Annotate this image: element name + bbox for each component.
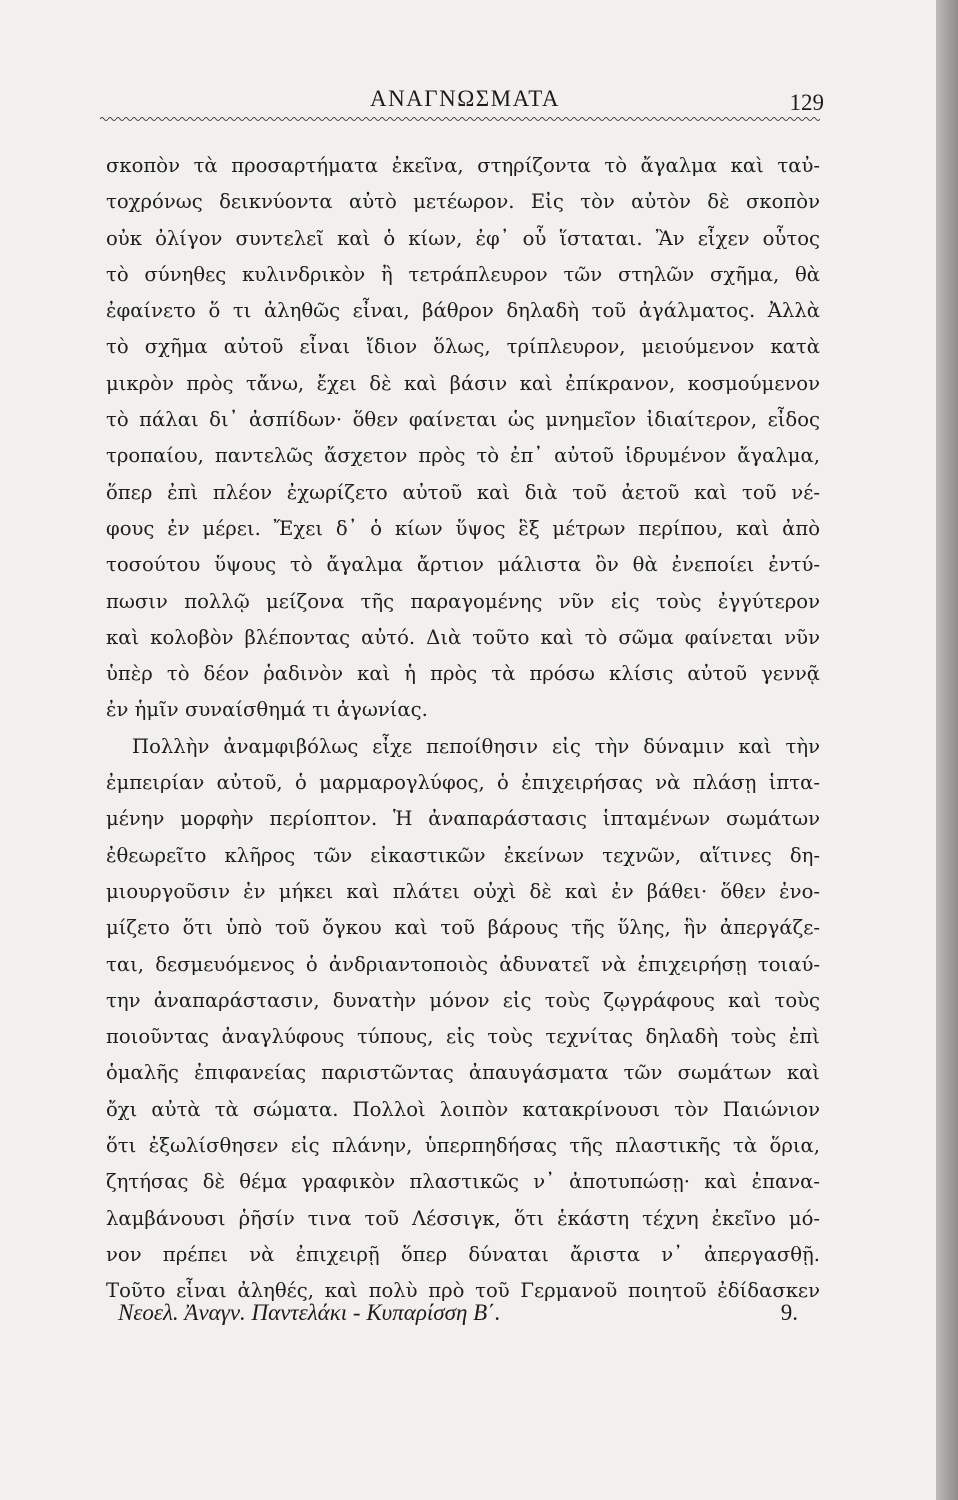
text-line: καὶ κολοβὸν βλέποντας αὐτό. Διὰ τοῦτο καὶ τὸ σῶμα φαίνεται νῦν: [106, 625, 820, 649]
text-line: ἐμπειρίαν αὐτοῦ, ὁ μαρμαρογλύφος, ὁ ἐπιχειρήσας νὰ πλάσῃ ἱπτα-: [106, 771, 820, 795]
text-line: τὸ σχῆμα αὐτοῦ εἶναι ἴδιον ὅλως, τρίπλευρον, μειούμενον κατὰ: [106, 335, 820, 359]
running-head: [100, 86, 830, 120]
text-line: φους ἐν μέρει. Ἔχει δ᾽ ὁ κίων ὕψος ἓξ μέτρων περίπου, καὶ ἀπὸ: [106, 516, 820, 540]
running-head-title: ΑΝΑΓΝΩΣΜΑΤΑ: [369, 86, 561, 111]
text-line: ὑπὲρ τὸ δέον ῥαδινὸν καὶ ἡ πρὸς τὰ πρόσω κλίσις αὐτοῦ γεννᾷ: [106, 662, 820, 686]
text-line: την ἀναπαράστασιν, δυνατὴν μόνον εἰς τοὺς ζῳγράφους καὶ τοὺς: [106, 988, 820, 1012]
page-number: 129: [789, 90, 824, 115]
header-wavy-rule: [100, 116, 820, 122]
page-edge-shadow: [936, 0, 958, 1500]
text-line: τοχρόνως δεικνύοντα αὐτὸ μετέωρον. Εἰς τὸν αὐτὸν δὲ σκοπὸν: [106, 190, 820, 214]
text-line: τὸ πάλαι δι᾽ ἀσπίδων· ὅθεν φαίνεται ὡς μνημεῖον ἰδιαίτερον, εἶδος: [106, 408, 820, 432]
text-line: ὄχι αὐτὰ τὰ σώματα. Πολλοὶ λοιπὸν κατακρίνουσι τὸν Παιώνιον: [106, 1097, 820, 1121]
text-line: ὅτι ἐξωλίσθησεν εἰς πλάνην, ὑπερπηδήσας τῆς πλαστικῆς τὰ ὅρια,: [106, 1134, 820, 1158]
text-line: Τοῦτο εἶναι ἀληθές, καὶ πολὺ πρὸ τοῦ Γερμανοῦ ποιητοῦ ἐδίδασκεν: [106, 1279, 820, 1303]
paragraph-end-line: ἐν ἡμῖν συναίσθημά τι ἀγωνίας.: [106, 698, 428, 722]
text-line: ὅπερ ἐπὶ πλέον ἐχωρίζετο αὐτοῦ καὶ διὰ τοῦ ἀετοῦ καὶ τοῦ νέ-: [106, 480, 820, 504]
text-line: σκοπὸν τὰ προσαρτήματα ἐκεῖνα, στηρίζοντα τὸ ἄγαλμα καὶ ταὐ-: [106, 154, 820, 177]
text-line: μιουργοῦσιν ἐν μήκει καὶ πλάτει οὐχὶ δὲ καὶ ἐν βάθει· ὅθεν ἐνο-: [106, 879, 820, 903]
text-line: ται, δεσμευόμενος ὁ ἀνδριαντοποιὸς ἀδυνατεῖ νὰ ἐπιχειρήσῃ τοιαύ-: [106, 952, 820, 976]
text-line: τροπαίου, παντελῶς ἄσχετον πρὸς τὸ ἐπ᾽ αὐτοῦ ἱδρυμένον ἄγαλμα,: [106, 444, 820, 468]
text-line: μένην μορφὴν περίοπτον. Ἡ ἀναπαράστασις ἱπταμένων σωμάτων: [106, 807, 820, 831]
text-line: ἐφαίνετο ὅ τι ἀληθῶς εἶναι, βάθρον δηλαδὴ τοῦ ἀγάλματος. Ἀλλὰ: [106, 299, 820, 323]
page-footer: [118, 1300, 798, 1330]
text-line: νον πρέπει νὰ ἐπιχειρῇ ὅπερ δύναται ἄριστα ν᾽ ἀπεργασθῇ.: [106, 1242, 820, 1266]
text-line: ζητήσας δὲ θέμα γραφικὸν πλαστικῶς ν᾽ ἀποτυπώσῃ· καὶ ἐπανα-: [106, 1170, 820, 1194]
text-line: λαμβάνουσι ῥῆσίν τινα τοῦ Λέσσιγκ, ὅτι ἑκάστη τέχνη ἐκεῖνο μό-: [106, 1206, 820, 1230]
text-line: οὐκ ὀλίγον συντελεῖ καὶ ὁ κίων, ἐφ᾽ οὗ ἵσταται. Ἂν εἶχεν οὗτος: [106, 226, 820, 250]
signature-line: Νεοελ. Ἀναγν. Παντελάκι - Κυπαρίσση Β΄.: [118, 1300, 501, 1325]
text-line: ἐθεωρεῖτο κλῆρος τῶν εἰκαστικῶν ἐκείνων τεχνῶν, αἵτινες δη-: [106, 843, 820, 867]
text-line: ποιοῦντας ἀναγλύφους τύπους, εἰς τοὺς τεχνίτας δηλαδὴ τοὺς ἐπὶ: [106, 1025, 820, 1049]
text-line: τοσούτου ὕψους τὸ ἄγαλμα ἄρτιον μάλιστα ὂν θὰ ἐνεποίει ἐντύ-: [106, 553, 820, 577]
text-line: μικρὸν πρὸς τἄνω, ἔχει δὲ καὶ βάσιν καὶ ἐπίκρανον, κοσμούμενον: [106, 371, 820, 395]
text-line: τὸ σύνηθες κυλινδρικὸν ἢ τετράπλευρον τῶν στηλῶν σχῆμα, θὰ: [106, 262, 820, 286]
body-text: [106, 148, 820, 1310]
signature-number: 9.: [780, 1300, 798, 1325]
paragraph-start-line: Πολλὴν ἀναμφιβόλως εἶχε πεποίθησιν εἰς τὴν δύναμιν καὶ τὴν: [132, 734, 820, 758]
text-line: ὁμαλῆς ἐπιφανείας παριστῶντας ἀπαυγάσματα τῶν σωμάτων καὶ: [106, 1061, 820, 1085]
text-line: πωσιν πολλῷ μείζονα τῆς παραγομένης νῦν εἰς τοὺς ἐγγύτερον: [106, 589, 820, 613]
text-line: μίζετο ὅτι ὑπὸ τοῦ ὄγκου καὶ τοῦ βάρους τῆς ὕλης, ἣν ἀπεργάζε-: [106, 916, 820, 940]
